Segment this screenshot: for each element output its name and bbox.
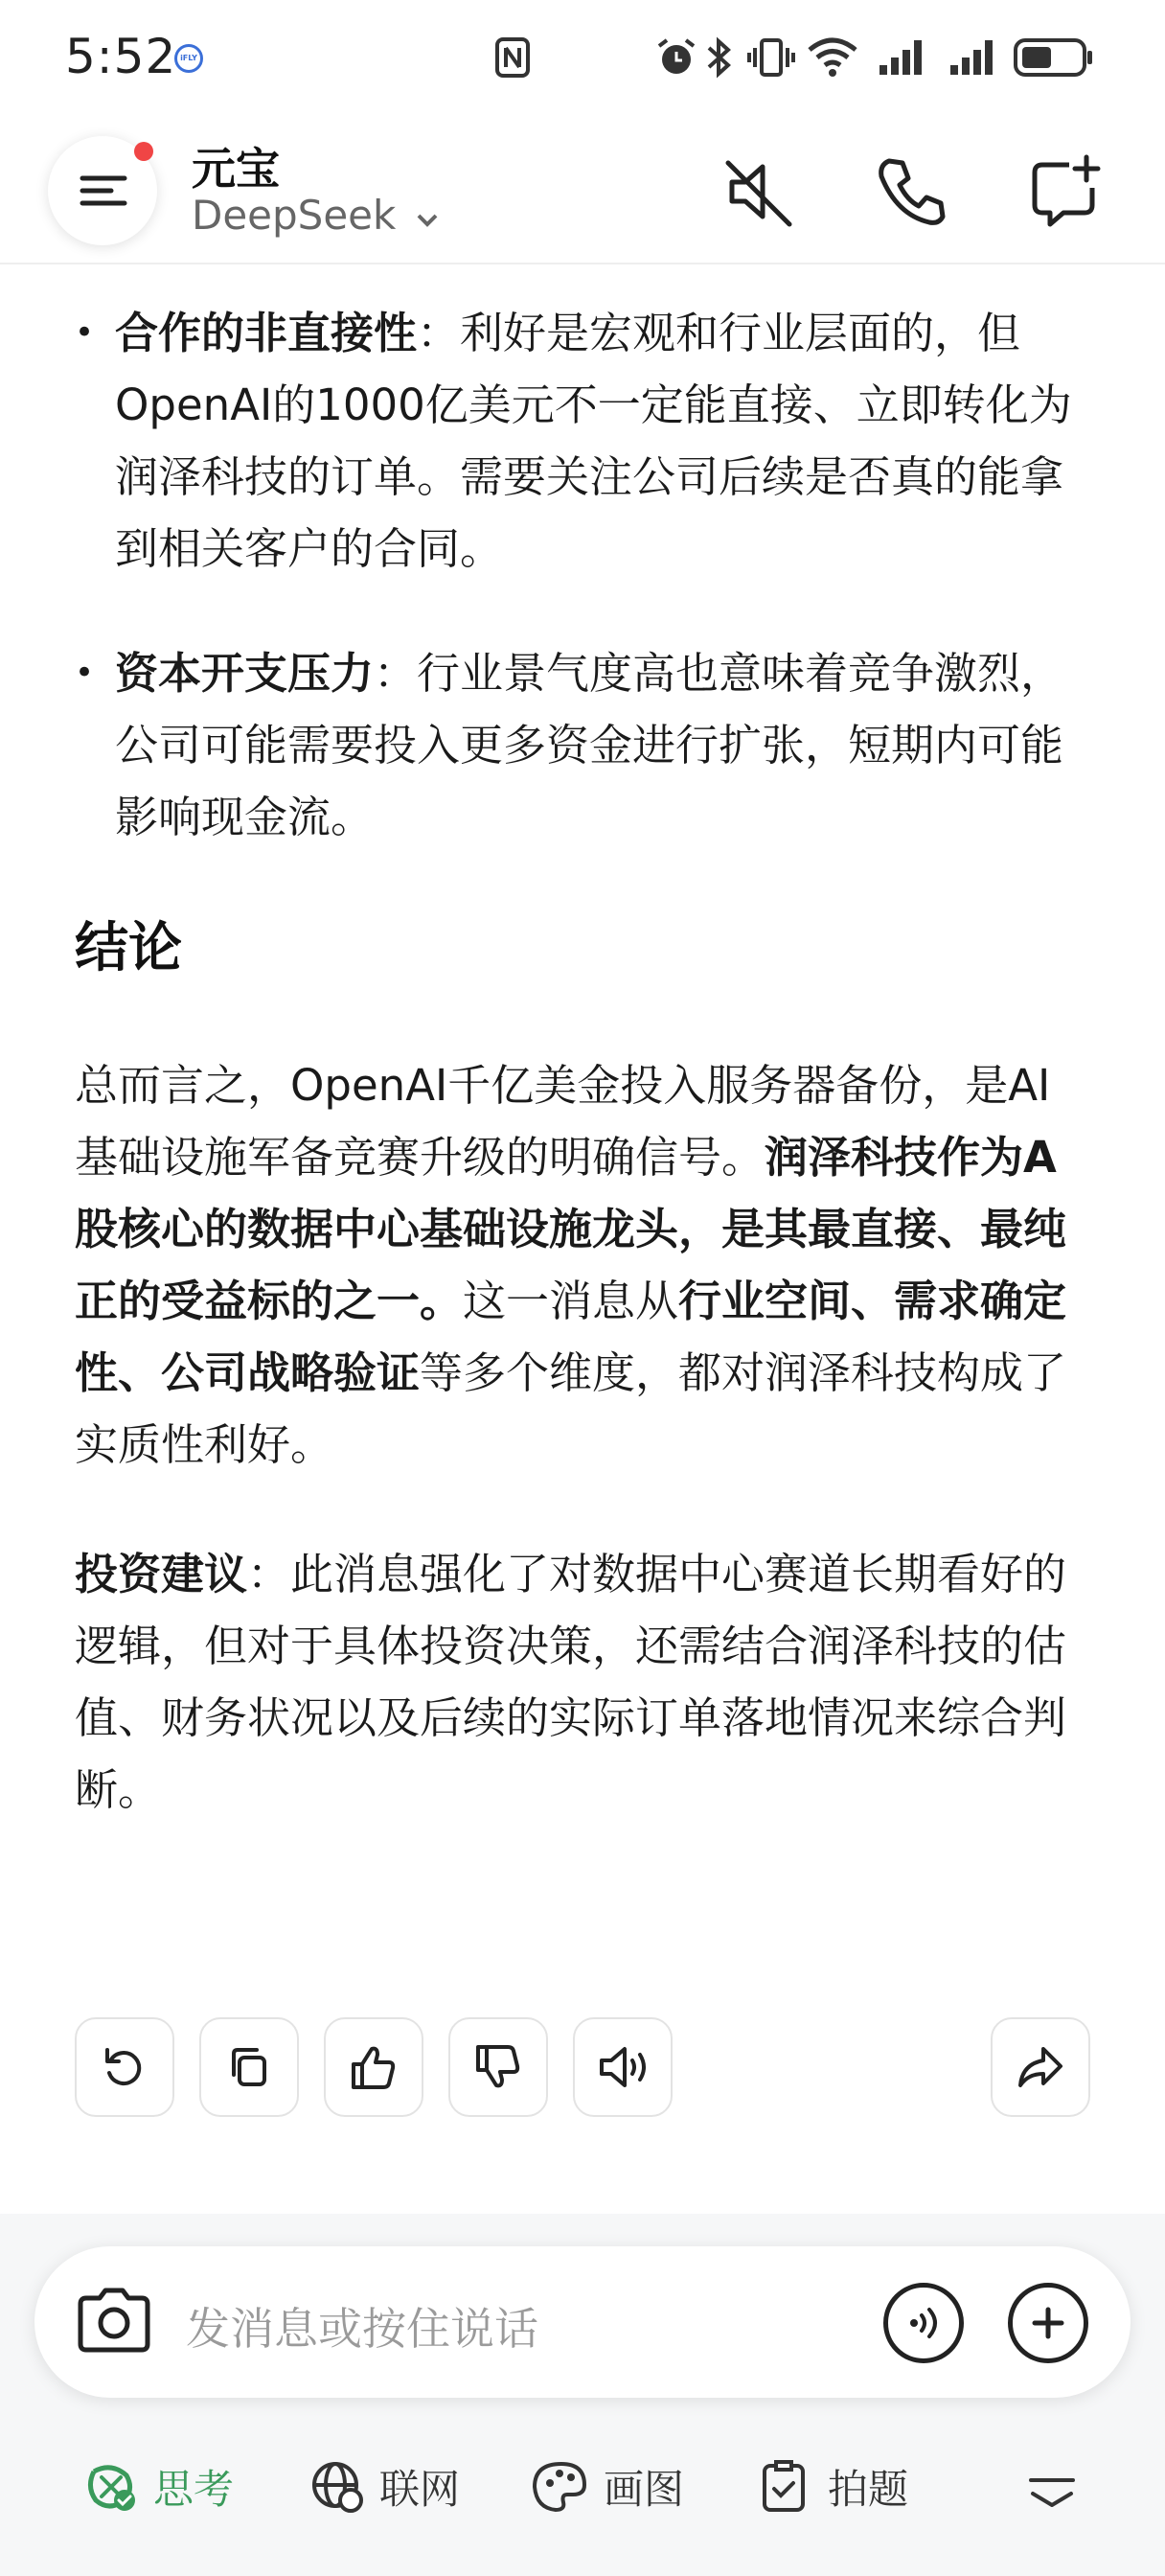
signal-icon [948,36,1000,79]
conclusion-text: 等多个维度，都对润泽科技构成了实质性利好。 [75,1347,1067,1470]
refresh-icon [100,2042,149,2092]
draw-label: 画图 [604,2466,685,2513]
web-search-toggle[interactable] [308,2453,460,2520]
ifly-icon: iFLY [174,44,203,73]
advice-paragraph [75,1538,1090,1826]
model-name: DeepSeek [192,192,397,239]
add-attachment-button[interactable] [1008,2283,1088,2363]
nfc-icon [493,36,532,79]
bullet-text: ：利好是宏观和行业层面的，但OpenAI的1000亿美元不一定能直接、立即转化为润泽科技的订单。需要关注公司后续是否真的能拿到相关客户的合同。 [115,308,1072,574]
copy-button[interactable] [199,2017,299,2117]
message-input-placeholder[interactable]: 发消息或按住说话 [186,2303,538,2355]
menu-button[interactable] [48,136,157,245]
copy-icon [224,2042,274,2092]
think-toggle[interactable] [82,2453,234,2520]
new-chat-button[interactable] [1027,153,1104,230]
photo-question-toggle[interactable] [757,2453,908,2520]
regenerate-button[interactable] [75,2017,174,2117]
menu-icon [79,171,128,211]
web-search-label: 联网 [379,2466,461,2513]
voice-wave-icon [902,2302,945,2344]
bullet-text: ：行业景气度高也意味着竞争激烈，公司可能需要投入更多资金进行扩张，短期内可能影响现金流。 [115,648,1064,842]
alarm-icon [655,36,697,79]
vibrate-icon [747,36,795,79]
status-bar [0,0,1165,115]
conclusion-paragraph [75,1049,1090,1481]
like-button[interactable] [324,2017,423,2117]
conclusion-text: 这一消息从 [463,1276,679,1326]
conclusion-text: 总而言之，OpenAI千亿美金投入服务器备份，是AI基础设施军备竞赛升级的明确信号。 [75,1060,1051,1183]
dislike-button[interactable] [448,2017,548,2117]
app-title: 元宝 [192,143,280,195]
wifi-icon [807,36,858,79]
share-button[interactable] [991,2017,1090,2117]
thumbs-up-icon [348,2041,400,2093]
camera-icon[interactable] [73,2283,155,2359]
section-heading: 结论 [75,917,182,979]
conclusion-highlight: 行业空间、需求确定性、公司战略验证 [75,1276,1067,1398]
draw-toggle[interactable] [533,2453,684,2520]
advice-text: ：此消息强化了对数据中心赛道长期看好的逻辑，但对于具体投资决策，还需结合润泽科技的估值、财务状况以及后续的实际订单落地情况来综合判断。 [75,1549,1067,1815]
message-actions [75,2017,1090,2119]
bullet-item [75,637,1090,853]
photo-question-label: 拍题 [828,2466,909,2513]
chevron-down-icon [415,210,440,229]
speaker-icon [596,2041,650,2093]
battery-icon [1014,36,1094,79]
photo-question-icon [757,2458,814,2516]
mute-speaker-button[interactable] [720,153,797,230]
chat-header [0,115,1165,264]
signal-icon [878,36,929,79]
read-aloud-button[interactable] [573,2017,673,2117]
palette-icon [533,2458,590,2516]
thumbs-down-icon [472,2041,524,2093]
conclusion-highlight: 润泽科技作为A股核心的数据中心基础设施龙头，是其最直接、最纯正的受益标的之一。 [75,1132,1067,1326]
bullet-title: 合作的非直接性 [115,308,418,358]
advice-label: 投资建议 [75,1549,248,1599]
notification-dot [134,142,153,161]
bullet-item [75,297,1090,585]
globe-icon [308,2458,366,2516]
collapse-icon[interactable] [1023,2471,1081,2513]
composer-area [0,2214,1165,2576]
bluetooth-icon [705,36,734,79]
bullet-title: 资本开支压力 [115,648,375,699]
share-icon [1015,2041,1066,2093]
model-selector[interactable] [192,192,440,239]
message-input-bar[interactable] [34,2246,1131,2398]
plus-icon [1027,2302,1069,2344]
feature-toolbar [0,2423,1165,2547]
status-time: 5:52 [65,29,177,84]
message-content [75,297,1090,1883]
think-icon [82,2458,140,2516]
phone-call-button[interactable] [872,153,948,230]
voice-input-button[interactable] [883,2283,964,2363]
think-label: 思考 [153,2466,235,2513]
